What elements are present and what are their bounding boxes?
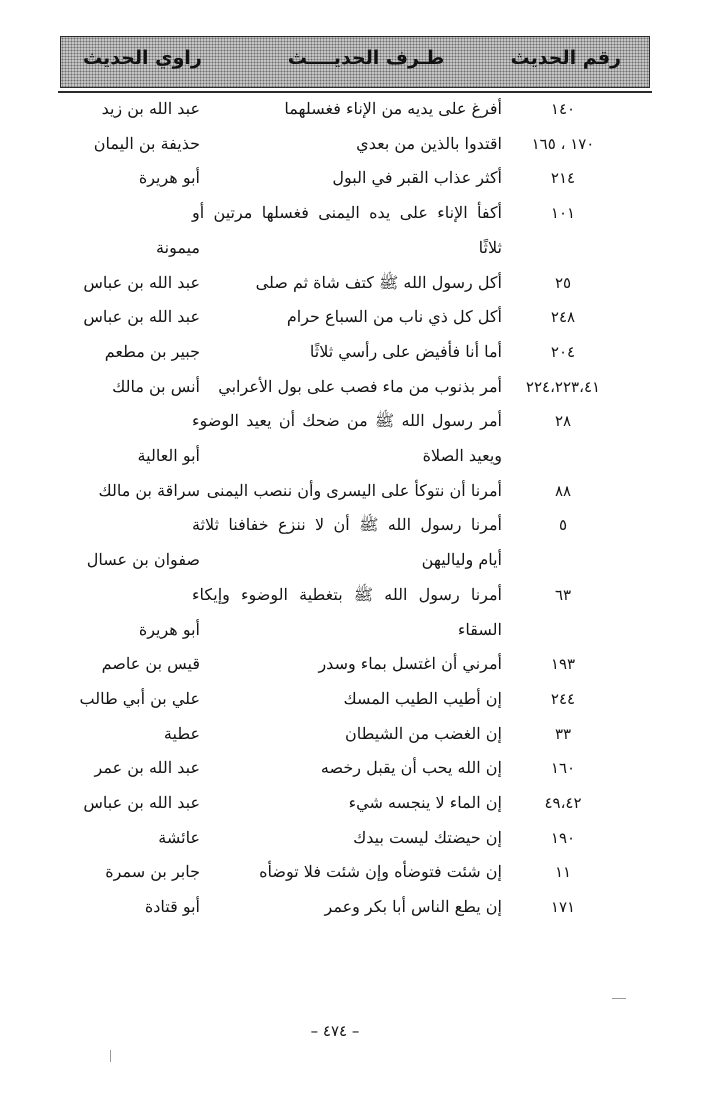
hadith-narrator: سراقة بن مالك [98, 480, 200, 500]
hadith-narrator: أنس بن مالك [112, 376, 200, 396]
hadith-number: ١٩٣ [550, 655, 576, 674]
hadith-text-line: أمرنا رسول الله ﷺ بتغطية الوضوء وإيكاء [192, 584, 502, 604]
hadith-number: ٢٤٨ [550, 308, 576, 327]
hadith-text-line: إن الله يحب أن يقبل رخصه [320, 758, 502, 778]
hadith-text-line: السقاء [457, 619, 502, 639]
hadith-text-line: أيام ولياليهن [421, 550, 502, 570]
hadith-text-line: أمرنا أن نتوكأ على اليسرى وأن ننصب اليمنى [206, 480, 502, 500]
header-narrator: راوي الحديث [83, 47, 202, 69]
hadith-number: ٣٣ [554, 724, 572, 743]
hadith-text-line: ويعيد الصلاة [422, 446, 502, 465]
hadith-number: ٢٠٤ [550, 342, 576, 361]
hadith-text-line: إن الماء لا ينجسه شيء [348, 793, 502, 812]
hadith-number: ٥ [558, 516, 568, 535]
hadith-text-line: اقتدوا بالذين من بعدي [356, 133, 502, 153]
hadith-text-line: أمرني أن اغتسل بماء وسدر [318, 654, 502, 674]
hadith-number: ١٩٠ [550, 828, 576, 847]
hadith-narrator: عبد الله بن زيد [101, 99, 200, 118]
hadith-narrator: علي بن أبي طالب [79, 688, 200, 708]
hadith-text-line: أكل كل ذي ناب من السباع حرام [286, 307, 502, 327]
hadith-number: ٢١٤ [550, 169, 576, 188]
hadith-narrator: أبو هريرة [138, 619, 200, 639]
hadith-text-line: إن يطع الناس أبا بكر وعمر [324, 897, 502, 917]
hadith-text-line: أمر رسول الله ﷺ من ضحك أن يعيد الوضوء [192, 411, 502, 431]
hadith-number: ١١ [554, 863, 572, 882]
hadith-narrator: عبد الله بن عباس [83, 272, 200, 292]
hadith-narrator: عطية [163, 723, 200, 743]
hadith-narrator: عبد الله بن عباس [83, 307, 200, 327]
hadith-text-line: إن حيضتك ليست بيدك [353, 827, 502, 847]
hadith-text-line: أكل رسول الله ﷺ كتف شاة ثم صلى [255, 272, 502, 292]
hadith-number: ١٦٠ [550, 759, 576, 778]
hadith-number: ٦٣ [554, 585, 572, 604]
hadith-text-line: أفرغ على يديه من الإناء فغسلهما [284, 99, 502, 118]
hadith-number: ١٠١ [550, 204, 576, 223]
hadith-text-line: أكثر عذاب القبر في البول [332, 168, 502, 188]
hadith-number: ٨٨ [554, 481, 572, 500]
hadith-number: ١٧٠ ، ١٦٥ [531, 134, 595, 153]
hadith-number: ٤٩،٤٢ [544, 794, 582, 812]
hadith-text-line: أكفأ الإناء على يده اليمنى فغسلها مرتين أو [192, 203, 502, 223]
hadith-narrator: عبد الله بن عمر [94, 758, 200, 778]
hadith-text-line: ثلاثًا [478, 237, 502, 257]
page-number: – ٤٧٤ – [310, 1022, 360, 1040]
hadith-narrator: جبير بن مطعم [104, 341, 200, 361]
scan-speck [110, 1050, 111, 1062]
hadith-narrator: حذيفة بن اليمان [93, 133, 200, 153]
hadith-narrator: ميمونة [156, 237, 200, 257]
hadith-number: ٢٥ [554, 273, 572, 292]
hadith-number: ١٧١ [550, 898, 576, 917]
header-hadith-text: طـرف الحديــــث [287, 47, 445, 69]
hadith-text-line: أمرنا رسول الله ﷺ أن لا ننزع خفافنا ثلاثة [192, 515, 502, 535]
hadith-narrator: عائشة [158, 827, 200, 847]
hadith-narrator: أبو العالية [137, 446, 200, 465]
hadith-narrator: عبد الله بن عباس [83, 793, 200, 812]
hadith-narrator: أبو قتادة [144, 897, 200, 917]
hadith-text-line: إن أطيب الطيب المسك [343, 688, 502, 708]
hadith-number: ٢٨ [554, 412, 572, 431]
hadith-number: ١٤٠ [550, 100, 576, 118]
hadith-text-line: أمر بذنوب من ماء فصب على بول الأعرابي [218, 376, 502, 396]
header-hadith-number: رقم الحديث [510, 47, 621, 69]
scan-speck [612, 998, 626, 999]
hadith-narrator: جابر بن سمرة [105, 862, 200, 882]
hadith-narrator: قيس بن عاصم [101, 654, 200, 674]
hadith-number: ٢٢٤،٢٢٣،٤١ [525, 377, 601, 396]
hadith-text-line: إن شئت فتوضأه وإن شئت فلا توضأه [259, 862, 502, 882]
hadith-narrator: أبو هريرة [138, 168, 200, 188]
hadith-text-line: أما أنا فأفيض على رأسي ثلاثًا [309, 341, 502, 361]
hadith-number: ٢٤٤ [550, 689, 576, 708]
hadith-text-line: إن الغضب من الشيطان [345, 723, 502, 743]
hadith-narrator: صفوان بن عسال [86, 550, 200, 570]
